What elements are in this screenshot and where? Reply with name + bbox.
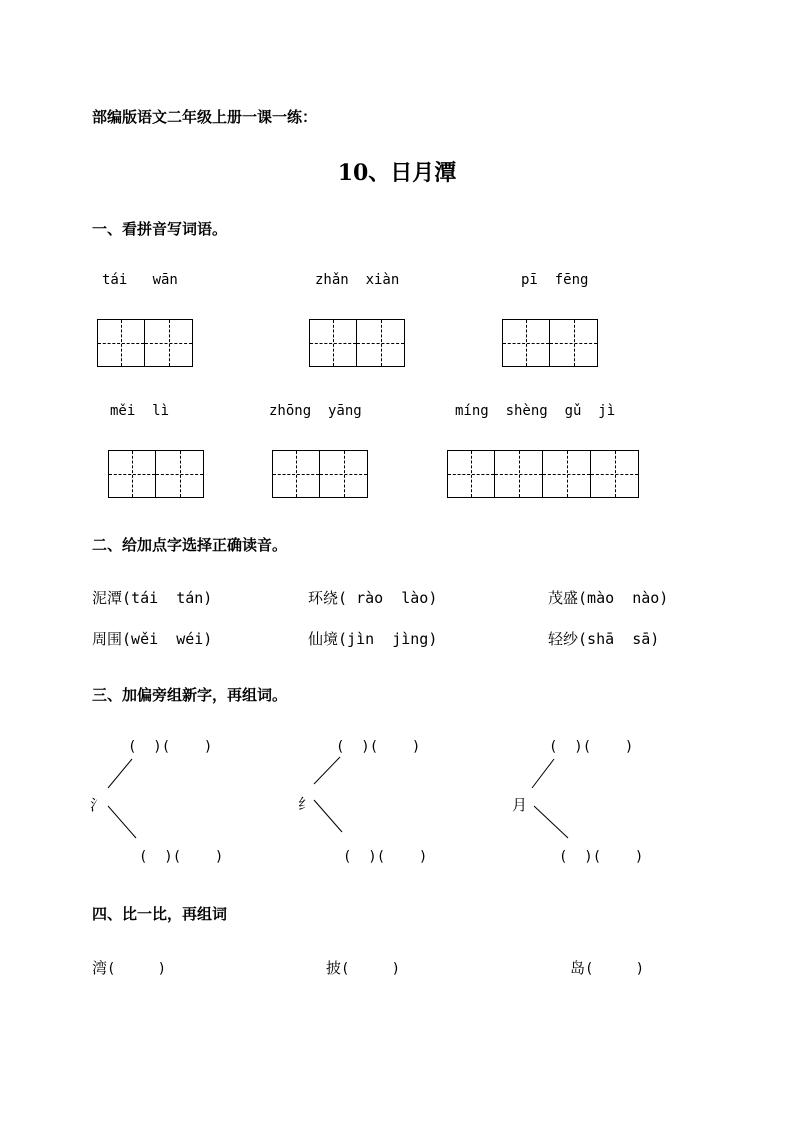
section-1-heading: 一、看拼音写词语。 bbox=[92, 220, 228, 238]
reading-options[interactable]: (mào nào) bbox=[578, 589, 669, 607]
section-3-heading: 三、加偏旁组新字，再组词。 bbox=[92, 686, 288, 704]
reading-options[interactable]: (shā sā) bbox=[578, 630, 660, 648]
compare-char: 岛 bbox=[570, 959, 586, 977]
reading-word: 周围 bbox=[92, 630, 123, 648]
reading-word: 仙境 bbox=[308, 630, 339, 648]
reading-word: 环绕 bbox=[308, 589, 339, 607]
answer-blank[interactable]: ( )( ) bbox=[559, 849, 644, 865]
compare-item-3 bbox=[570, 957, 644, 978]
section-2-heading: 二、给加点字选择正确读音。 bbox=[92, 536, 288, 554]
pinyin-item-4: měi lì bbox=[110, 403, 170, 419]
page-title: 10、日月潭 bbox=[337, 160, 457, 186]
compare-char: 湾 bbox=[92, 959, 108, 977]
radical-silk: 纟 bbox=[298, 795, 314, 813]
reading-options[interactable]: (wěi wéi) bbox=[122, 630, 213, 648]
pinyin-item-3: pī fēng bbox=[521, 272, 589, 288]
reading-word: 轻纱 bbox=[548, 630, 579, 648]
answer-blank[interactable]: ( ) bbox=[107, 961, 167, 977]
reading-options[interactable]: (jìn jìng) bbox=[338, 630, 438, 648]
answer-blank[interactable]: ( )( ) bbox=[139, 849, 224, 865]
radical-water: 氵 bbox=[90, 796, 106, 814]
answer-blank[interactable]: ( )( ) bbox=[549, 739, 634, 755]
compare-item-1 bbox=[92, 957, 166, 978]
answer-blank[interactable]: ( )( ) bbox=[128, 739, 213, 755]
reading-options[interactable]: (tái tán) bbox=[122, 589, 213, 607]
radical-moon: 月 bbox=[512, 796, 528, 814]
answer-blank[interactable]: ( )( ) bbox=[343, 849, 428, 865]
compare-item-2 bbox=[326, 957, 400, 978]
pinyin-item-5: zhōng yāng bbox=[269, 403, 362, 419]
reading-word: 泥潭 bbox=[92, 589, 123, 607]
answer-blank[interactable]: ( ) bbox=[341, 961, 401, 977]
answer-blank[interactable]: ( ) bbox=[585, 961, 645, 977]
reading-word: 茂盛 bbox=[548, 589, 579, 607]
reading-options[interactable]: ( rào lào) bbox=[338, 589, 438, 607]
answer-blank[interactable]: ( )( ) bbox=[336, 739, 421, 755]
pinyin-item-1: tái wān bbox=[102, 272, 178, 288]
worksheet-subtitle: 部编版语文二年级上册一课一练： bbox=[92, 108, 318, 126]
pinyin-item-6: míng shèng gǔ jì bbox=[455, 403, 616, 419]
pinyin-item-2: zhǎn xiàn bbox=[315, 272, 400, 288]
compare-char: 披 bbox=[326, 959, 342, 977]
section-4-heading: 四、比一比，再组词 bbox=[92, 905, 228, 923]
